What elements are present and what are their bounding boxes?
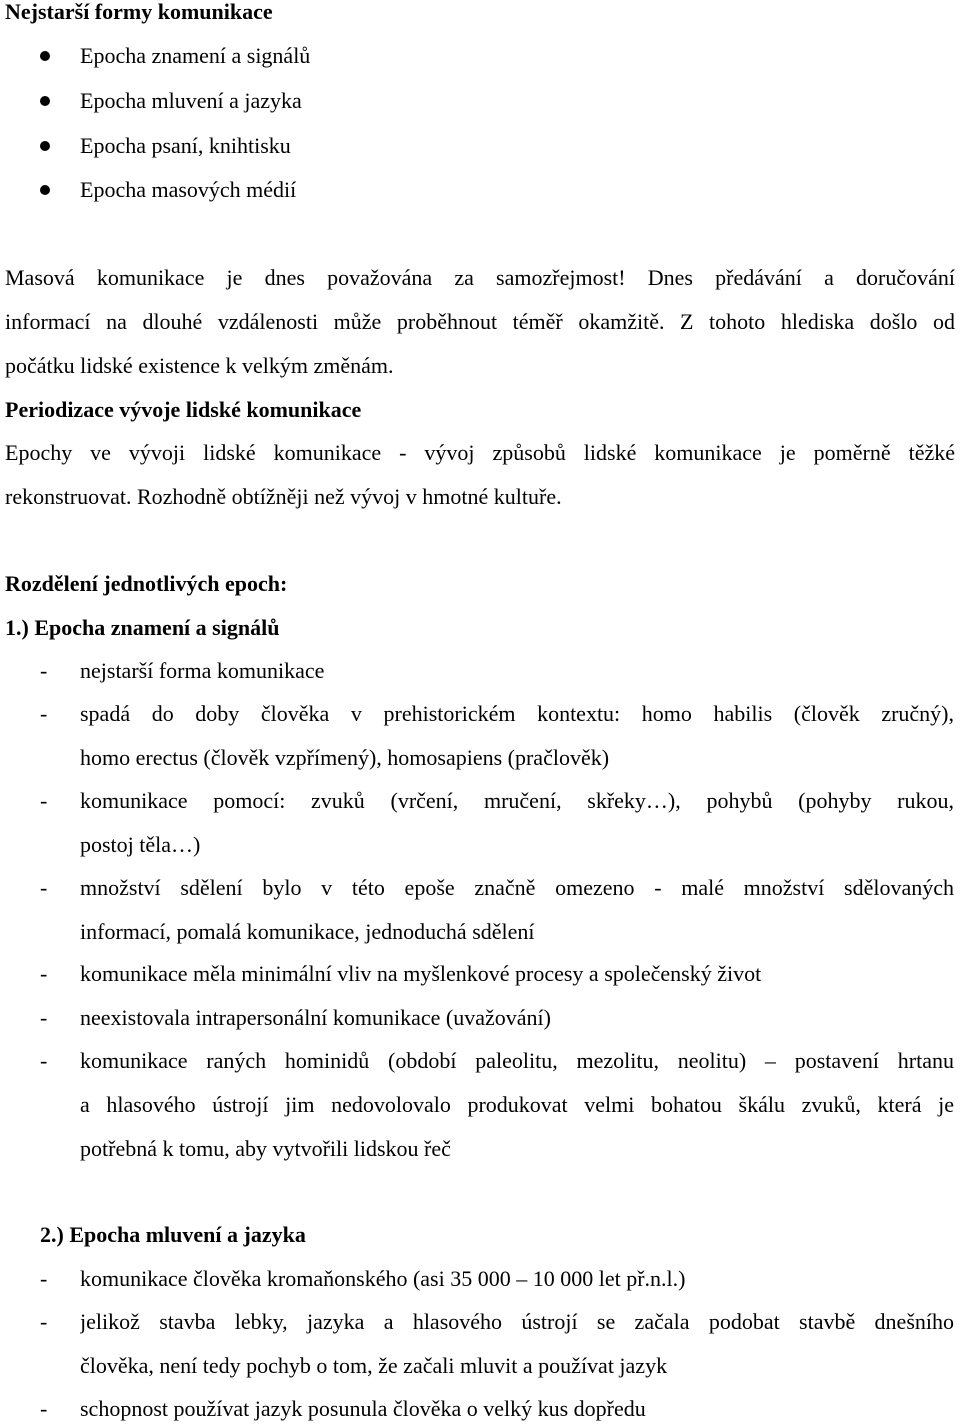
list-item-line: jelikož stavba lebky, jazyka a hlasového ústrojí se začala podobat stavbě dnešního — [80, 1309, 954, 1334]
paragraph-line: Masová komunikace je dnes považována za samozřejmost! Dnes předávání a doručování — [5, 265, 955, 290]
bullet-icon — [40, 141, 50, 151]
dash-marker: - — [40, 875, 48, 900]
dash-marker: - — [40, 1309, 48, 1334]
bullet-icon — [40, 51, 50, 61]
list-item-line: potřebná k tomu, aby vytvořili lidskou řeč — [80, 1136, 451, 1161]
dash-marker: - — [40, 1005, 48, 1030]
dash-marker: - — [40, 1266, 48, 1291]
list-item-line: komunikace člověka kromaňonského (asi 35 000 – 10 000 let př.n.l.) — [80, 1266, 686, 1291]
paragraph-line: Epochy ve vývoji lidské komunikace - vývoj způsobů lidské komunikace je poměrně těžké — [5, 440, 955, 465]
list-item-line: homo erectus (člověk vzpřímený), homosapiens (pračlověk) — [80, 745, 610, 770]
list-item-line: komunikace měla minimální vliv na myšlenkové procesy a společenský život — [80, 961, 762, 986]
list-item — [0, 176, 700, 204]
epoch1-heading: 1.) Epocha znamení a signálů — [5, 615, 280, 640]
list-item — [0, 42, 700, 70]
list-item-line: spadá do doby člověka v prehistorickém kontextu: homo habilis (člověk zručný), — [80, 701, 954, 726]
bullet-icon — [40, 96, 50, 106]
bullet-icon — [40, 185, 50, 195]
dash-marker: - — [40, 658, 48, 683]
list-item-label: Epocha psaní, knihtisku — [80, 133, 291, 158]
dash-marker: - — [40, 961, 48, 986]
list-item-line: postoj těla…) — [80, 832, 201, 857]
dash-marker: - — [40, 1396, 48, 1421]
list-item — [0, 132, 700, 160]
list-item — [0, 87, 700, 115]
list-item-line: schopnost používat jazyk posunula člověka o velký kus dopředu — [80, 1396, 646, 1421]
document-title: Nejstarší formy komunikace — [5, 0, 273, 24]
list-item-line: a hlasového ústrojí jim nedovolovalo produkovat velmi bohatou škálu zvuků, která je — [80, 1092, 954, 1117]
periodization-heading: Periodizace vývoje lidské komunikace — [5, 397, 362, 422]
dash-marker: - — [40, 1048, 48, 1073]
division-heading: Rozdělení jednotlivých epoch: — [5, 571, 288, 596]
dash-marker: - — [40, 701, 48, 726]
list-item-line: komunikace pomocí: zvuků (vrčení, mručení, skřeky…), pohybů (pohyby rukou, — [80, 788, 954, 813]
paragraph-line: počátku lidské existence k velkým změnám. — [5, 353, 394, 378]
list-item-label: Epocha znamení a signálů — [80, 43, 311, 68]
list-item-line: neexistovala intrapersonální komunikace (uvažování) — [80, 1005, 551, 1030]
list-item-line: člověka, není tedy pochyb o tom, že začali mluvit a používat jazyk — [80, 1353, 668, 1378]
list-item-line: nejstarší forma komunikace — [80, 658, 325, 683]
list-item-line: množství sdělení bylo v této epoše značně omezeno - malé množství sdělovaných — [80, 875, 954, 900]
list-item-line: komunikace raných hominidů (období paleolitu, mezolitu, neolitu) – postavení hrtanu — [80, 1048, 954, 1073]
list-item-label: Epocha masových médií — [80, 177, 297, 202]
list-item-line: informací, pomalá komunikace, jednoduchá sdělení — [80, 919, 535, 944]
paragraph-line: informací na dlouhé vzdálenosti může proběhnout téměř okamžitě. Z tohoto hlediska došlo od — [5, 309, 955, 334]
paragraph-line: rekonstruovat. Rozhodně obtížněji než vývoj v hmotné kultuře. — [5, 484, 562, 509]
dash-marker: - — [40, 788, 48, 813]
epoch2-heading: 2.) Epocha mluvení a jazyka — [40, 1222, 306, 1247]
list-item-label: Epocha mluvení a jazyka — [80, 88, 302, 113]
